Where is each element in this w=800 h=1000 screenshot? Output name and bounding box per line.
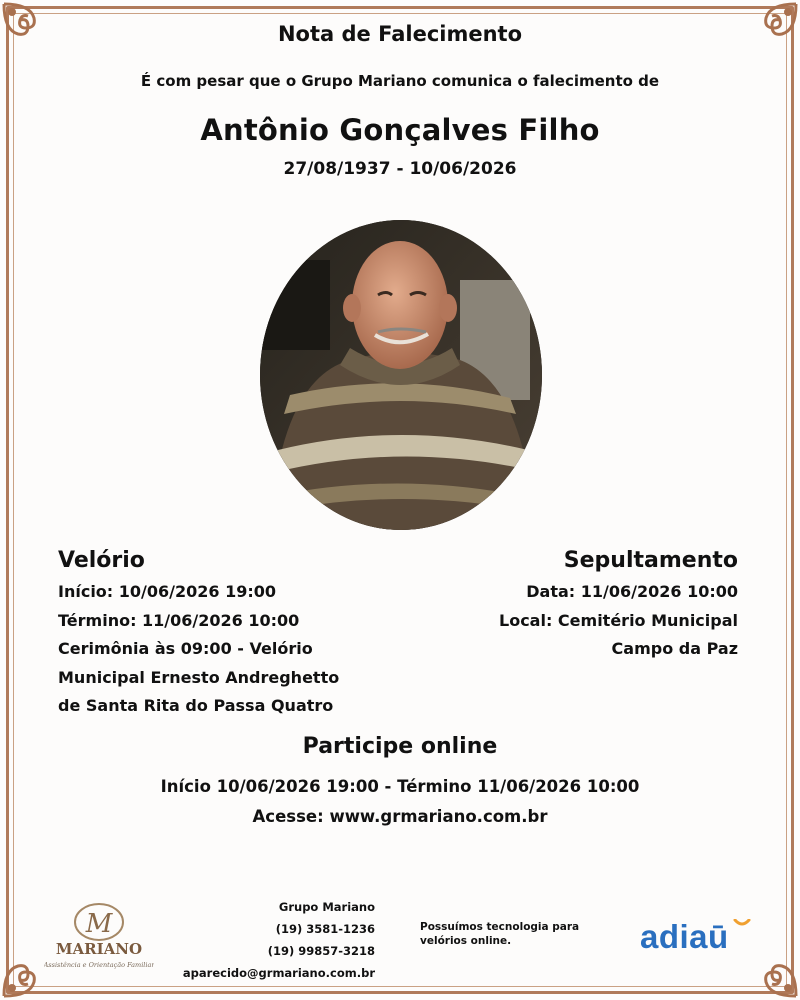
- sepultamento-line: Local: Cemitério Municipal: [499, 610, 738, 630]
- online-heading: Participe online: [302, 734, 498, 759]
- sepultamento-line: Campo da Paz: [611, 639, 738, 658]
- contact-phone[interactable]: (19) 3581-1236: [275, 922, 375, 936]
- sepultamento-heading: Sepultamento: [563, 548, 738, 573]
- velorio-line: Cerimônia às 09:00 - Velório: [58, 639, 313, 658]
- velorio-line: de Santa Rita do Passa Quatro: [58, 696, 334, 715]
- online-period: Início 10/06/2026 19:00 - Término 11/06/2026 10:00: [160, 777, 640, 796]
- life-dates: 27/08/1937 - 10/06/2026: [283, 159, 517, 179]
- online-access-link[interactable]: Acesse: www.grmariano.com.br: [252, 807, 548, 826]
- deceased-name: Antônio Gonçalves Filho: [200, 113, 600, 147]
- sepultamento-section: [438, 548, 738, 664]
- velorio-heading: Velório: [58, 548, 145, 573]
- contact-email[interactable]: aparecido@grmariano.com.br: [182, 966, 375, 980]
- svg-text:M: M: [85, 909, 113, 939]
- frame-corner-ornament: [736, 936, 800, 1000]
- page-title: Nota de Falecimento: [277, 22, 523, 46]
- velorio-section: [58, 548, 388, 721]
- contact-company: Grupo Mariano: [278, 900, 375, 914]
- adiau-logo: adiaū: [640, 918, 729, 955]
- intro-text: É com pesar que o Grupo Mariano comunica o falecimento de: [140, 72, 660, 90]
- velorio-line: Término: 11/06/2026 10:00: [58, 610, 300, 630]
- sepultamento-line: Data: 11/06/2026 10:00: [526, 582, 738, 601]
- adiau-logo-accent: [732, 919, 752, 928]
- tech-note: Possuímos tecnologia para velórios online.: [420, 921, 580, 947]
- velorio-line: Início: 10/06/2026 19:00: [58, 582, 277, 601]
- contact-block: [175, 896, 375, 984]
- contact-mobile[interactable]: (19) 99857-3218: [267, 944, 375, 958]
- mariano-logo-text: MARIANO: [55, 940, 143, 958]
- mariano-logo: [44, 900, 154, 972]
- mariano-logo-subtext: Assistência e Orientação Familiar: [44, 961, 154, 969]
- velorio-line: Municipal Ernesto Andreghetto: [58, 667, 340, 687]
- deceased-photo: [260, 220, 542, 530]
